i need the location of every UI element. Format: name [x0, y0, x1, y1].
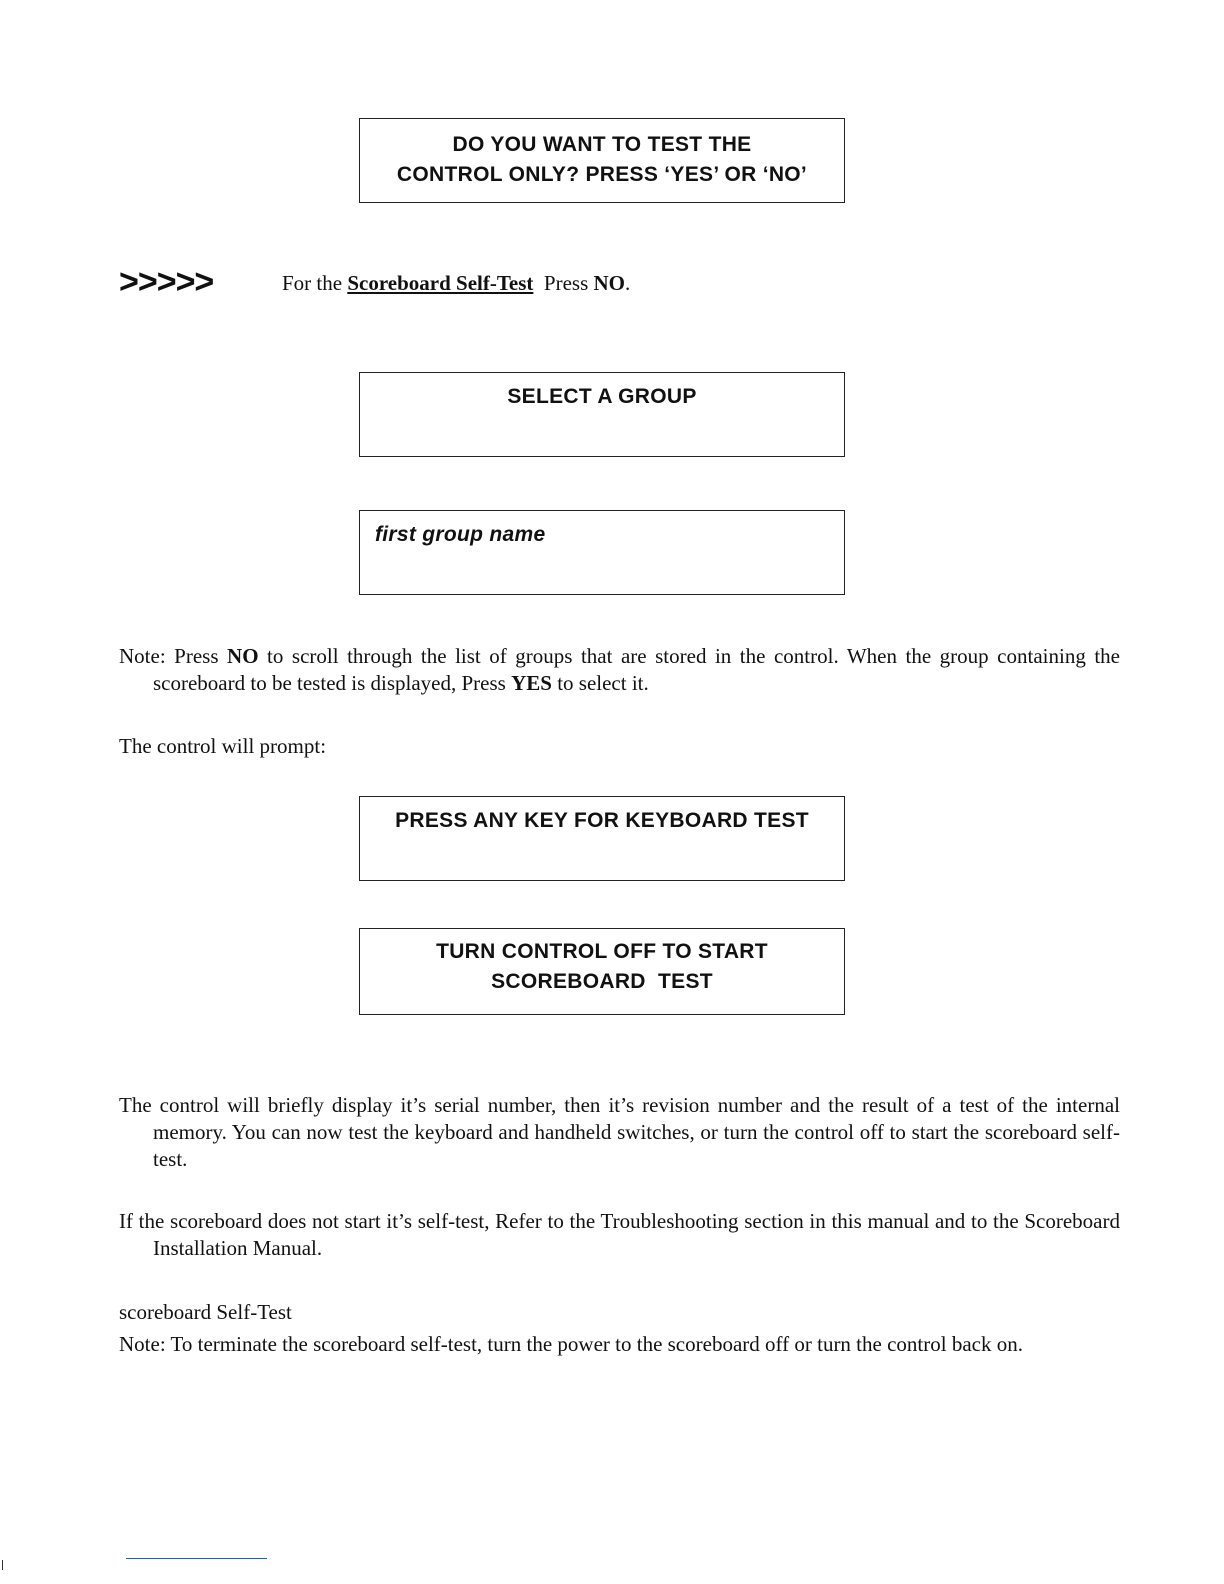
note1-key-yes: YES: [511, 671, 552, 695]
keyboard-test-display-box: [359, 796, 845, 881]
instruction-middle: Press: [533, 271, 594, 295]
turn-off-display-box: [359, 928, 845, 1015]
select-group-line-1: SELECT A GROUP: [507, 385, 697, 408]
scoreboard-self-test-link[interactable]: Scoreboard Self-Test: [347, 271, 534, 295]
test-control-line-2: CONTROL ONLY? PRESS ‘YES’ OR ‘NO’: [396, 163, 808, 186]
note1-suffix: to select it.: [551, 671, 649, 695]
test-control-line-1: DO YOU WANT TO TEST THE: [452, 133, 752, 156]
footer-rule: [126, 1558, 267, 1559]
turn-off-line-1: TURN CONTROL OFF TO START: [436, 940, 768, 963]
group-name-display-box: [359, 510, 845, 595]
turn-off-line-2: SCOREBOARD TEST: [491, 970, 713, 993]
note1-prefix: Note: Press: [119, 644, 228, 668]
keyboard-test-line-1: PRESS ANY KEY FOR KEYBOARD TEST: [395, 809, 809, 832]
test-control-display-box: [359, 118, 845, 203]
control-prompt-text: The control will prompt:: [119, 734, 327, 758]
self-test-instruction: [119, 262, 1119, 302]
instruction-prefix: For the: [282, 271, 348, 295]
instruction-suffix: .: [625, 271, 631, 295]
select-group-display-box: [359, 372, 845, 457]
troubleshooting-paragraph: If the scoreboard does not start it’s self-test, Refer to the Troubleshooting section in this manual and to the Scoreboard Installation Manual.: [119, 1209, 1120, 1260]
scroll-groups-note: [119, 643, 1120, 697]
serial-number-paragraph: The control will briefly display it’s serial number, then it’s revision number and the result of a test of the internal memory. You can now test the keyboard and handheld switches, or turn the control off to start the scoreboard self-test.: [119, 1093, 1120, 1171]
instruction-text: [282, 270, 630, 296]
note1-middle: to scroll through the list of groups that are stored in the control. When the group containing the scoreboard to be tested is displayed, Press: [153, 644, 1120, 695]
note1-key-no: NO: [227, 644, 259, 668]
edge-mark: [2, 1560, 3, 1570]
self-test-heading: scoreboard Self-Test: [119, 1300, 292, 1324]
group-name-line-1: first group name: [375, 523, 546, 546]
terminate-self-test-note: Note: To terminate the scoreboard self-test, turn the power to the scoreboard off or turn the control back on.: [119, 1332, 1023, 1356]
instruction-key-no: NO: [593, 271, 625, 295]
arrows-marker: >>>>>: [119, 263, 214, 301]
